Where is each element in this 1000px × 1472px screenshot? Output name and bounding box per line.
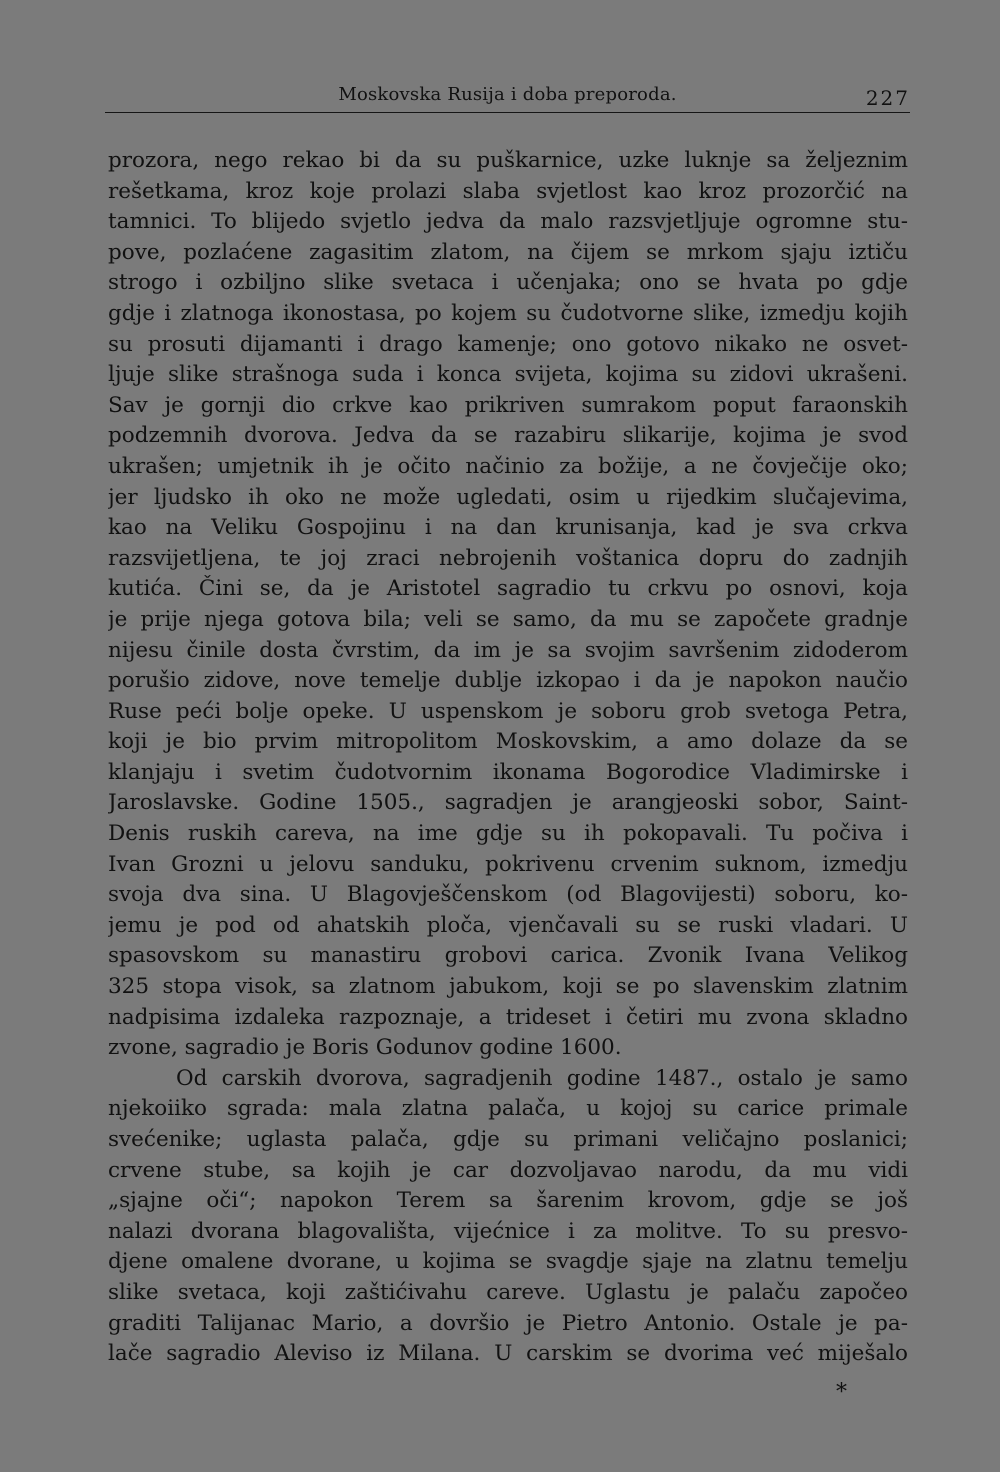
text-line: prozora, nego rekao bi da su puškarnice, uzke luknje sa željeznim xyxy=(108,148,908,173)
text-line: tamnici. To blijedo svjetlo jedva da malo razsvjetljuje ogromne stu- xyxy=(108,209,908,235)
text-line: gdje i zlatnoga ikonostasa, po kojem su čudotvorne slike, izmedju kojih xyxy=(108,300,908,326)
text-line: pove, pozlaćene zagasitim zlatom, na čijem se mrkom sjaju iztiču xyxy=(108,239,908,265)
text-line: slike svetaca, koji zaštićivahu careve. Uglastu je palaču započeo xyxy=(108,1279,908,1305)
text-line: kutića. Čini se, da je Aristotel sagradio tu crkvu po osnovi, koja xyxy=(108,576,908,602)
text-line: nadpisima izdaleka razpoznaje, a trideset i četiri mu zvona skladno xyxy=(108,1004,908,1030)
text-line: je prije njega gotova bila; veli se samo, da mu se započete gradnje xyxy=(108,606,908,632)
body-text xyxy=(108,146,908,1370)
text-line: kao na Veliku Gospojinu i na dan krunisanja, kad je sva crkva xyxy=(108,515,908,541)
text-line: svećenike; uglasta palača, gdje su primani veličajno poslanici; xyxy=(108,1127,908,1152)
text-line: Sav je gornji dio crkve kao prikriven sumrakom poput faraonskih xyxy=(108,392,908,418)
running-title: Moskovska Rusija i doba preporoda. xyxy=(338,84,677,105)
text-line: njekoiiko sgrada: mala zlatna palača, u kojoj su carice primale xyxy=(108,1096,908,1122)
text-line: lače sagradio Aleviso iz Milana. U carskim se dvorima već miješalo xyxy=(108,1341,908,1367)
text-line: „sjajne oči“; napokon Terem sa šarenim krovom, gdje se još xyxy=(108,1188,908,1214)
text-line: spasovskom su manastiru grobovi carica. Zvonik Ivana Velikog xyxy=(108,943,908,969)
paragraph-start-line: Od carskih dvorova, sagradjenih godine 1487., ostalo je samo xyxy=(176,1065,908,1091)
text-line: ljuje slike strašnoga suda i konca svijeta, kojima su zidovi ukrašeni. xyxy=(108,362,908,388)
text-line: koji je bio prvim mitropolitom Moskovskim, a amo dolaze da se xyxy=(108,729,908,755)
text-line: 325 stopa visok, sa zlatnom jabukom, koji se po slavenskim zlatnim xyxy=(108,974,908,1000)
text-line: Jaroslavske. Godine 1505., sagradjen je arangjeoski sobor, Saint- xyxy=(108,790,908,816)
text-line: porušio zidove, nove temelje dublje izkopao i da je napokon naučio xyxy=(108,668,908,694)
text-line: graditi Talijanac Mario, a dovršio je Pietro Antonio. Ostale je pa- xyxy=(108,1310,908,1336)
text-line: svoja dva sina. U Blagovješčenskom (od Blagovijesti) soboru, ko- xyxy=(108,882,908,908)
text-line: podzemnih dvorova. Jedva da se razabiru slikarije, kojima je svod xyxy=(108,423,908,449)
text-line: jer ljudsko ih oko ne može ugledati, osim u rijedkim slučajevima, xyxy=(108,484,908,510)
header-rule xyxy=(105,112,910,113)
text-line: Denis ruskih careva, na ime gdje su ih pokopavali. Tu počiva i xyxy=(108,821,908,847)
text-line: klanjaju i svetim čudotvornim ikonama Bogorodice Vladimirske i xyxy=(108,759,908,785)
text-line: djene omalene dvorane, u kojima se svagdje sjaje na zlatnu temelju xyxy=(108,1249,908,1275)
text-line: rešetkama, kroz koje prolazi slaba svjetlost kao kroz prozorčić na xyxy=(108,178,908,204)
text-line: su prosuti dijamanti i drago kamenje; ono gotovo nikako ne osvet- xyxy=(108,331,908,357)
text-line: ukrašen; umjetnik ih je očito načinio za božije, a ne čovječije oko; xyxy=(108,453,908,479)
text-line: nijesu činile dosta čvrstim, da im je sa svojim savršenim zidoderom xyxy=(108,637,908,663)
text-line: nalazi dvorana blagovališta, vijećnice i za molitve. To su presvo- xyxy=(108,1218,908,1244)
running-head xyxy=(105,84,910,114)
text-line: zvone, sagradio je Boris Godunov godine 1600. xyxy=(108,1035,622,1061)
page-number: 227 xyxy=(865,86,910,110)
signature-mark: * xyxy=(836,1380,847,1405)
text-line: crvene stube, sa kojih je car dozvoljavao narodu, da mu vidi xyxy=(108,1157,908,1183)
text-line: jemu je pod od ahatskih ploča, vjenčavali su se ruski vladari. U xyxy=(108,912,908,938)
text-line: strogo i ozbiljno slike svetaca i učenjaka; ono se hvata po gdje xyxy=(108,270,908,296)
text-line: razsvijetljena, te joj zraci nebrojenih voštanica dopru do zadnjih xyxy=(108,545,908,571)
text-line: Ruse peći bolje opeke. U uspenskom je soboru grob svetoga Petra, xyxy=(108,698,908,724)
text-line: Ivan Grozni u jelovu sanduku, pokrivenu crvenim suknom, izmedju xyxy=(108,851,908,877)
